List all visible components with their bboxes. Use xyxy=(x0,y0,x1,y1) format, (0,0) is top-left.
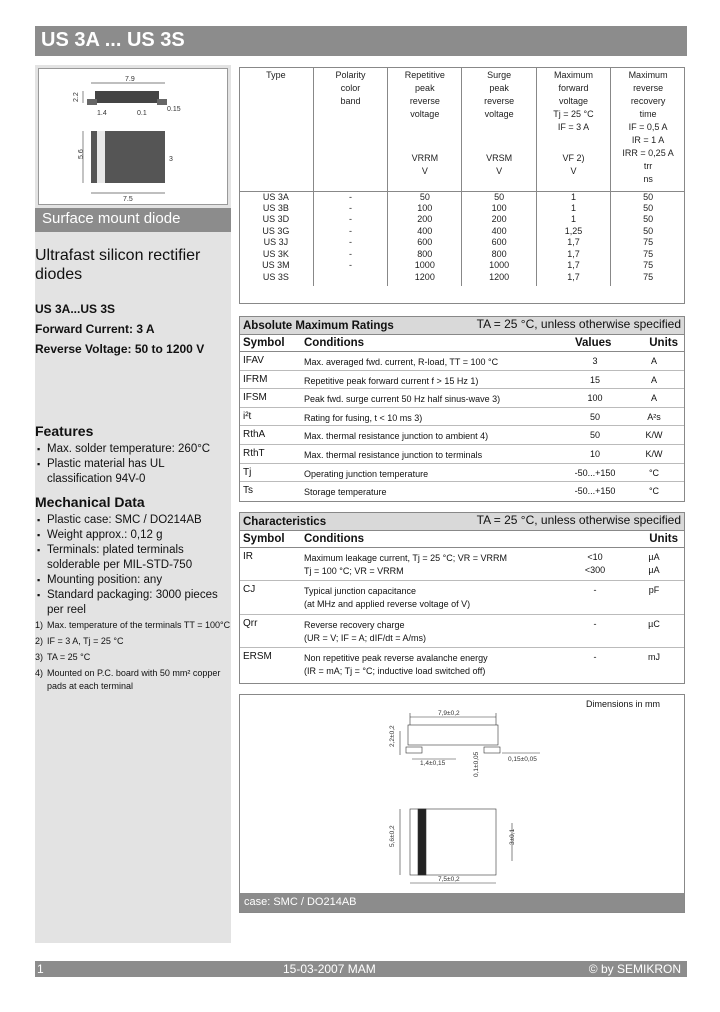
types-header-cell: Maximum forward voltage Tj = 25 °C IF = 3 A VF 2) V xyxy=(536,67,610,191)
page-title: US 3A ... US 3S xyxy=(41,29,185,51)
table-cell: 1200 xyxy=(462,272,536,286)
abs-max-val: -50...+150 xyxy=(574,486,616,497)
abs-max-cond: Max. thermal resistance junction to ambient 4) xyxy=(304,431,489,442)
series-label: US 3A...US 3S xyxy=(35,302,116,316)
table-cell: 1,25 xyxy=(536,226,610,238)
abs-max-cond: Storage temperature xyxy=(304,487,387,498)
svg-text:7.5: 7.5 xyxy=(123,196,133,203)
abs-max-unit: K/W xyxy=(645,430,663,441)
table-cell: 50 xyxy=(611,226,685,238)
char-u1: pF xyxy=(648,585,660,596)
table-cell: - xyxy=(313,203,387,215)
left-column xyxy=(35,65,231,943)
svg-text:7,5±0,2: 7,5±0,2 xyxy=(438,876,460,883)
table-cell: US 3A xyxy=(262,191,289,202)
abs-max-sym: IFSM xyxy=(243,392,267,404)
col-units: Units xyxy=(649,533,678,545)
table-cell: 1 xyxy=(536,214,610,226)
footnote: Max. temperature of the terminals TT = 100°C xyxy=(47,620,231,630)
table-row xyxy=(240,464,684,483)
abs-max-unit: A xyxy=(650,393,657,404)
types-header-cell: Maximum reverse recovery time IF = 0,5 A IR = 1 A IRR = 0,25 A trr ns xyxy=(611,67,685,191)
char-c1: Reverse recovery charge (UR = V; IF = A; dIF/dt = A/ms) xyxy=(304,619,426,643)
table-row xyxy=(239,260,685,272)
svg-text:2.2: 2.2 xyxy=(73,92,80,102)
abs-max-val: 50 xyxy=(589,411,600,422)
surface-mount-label: Surface mount diode xyxy=(35,208,231,232)
abs-max-unit: °C xyxy=(648,467,660,478)
table-cell: 50 xyxy=(611,214,685,226)
table-cell: - xyxy=(313,260,387,272)
table-cell: 200 xyxy=(388,214,462,226)
footnote: TA = 25 °C xyxy=(47,652,91,662)
table-cell: 1 xyxy=(536,191,610,203)
abs-max-val: 3 xyxy=(592,356,598,366)
svg-text:5,6±0,2: 5,6±0,2 xyxy=(389,825,396,847)
abs-max-val: 50 xyxy=(589,430,600,441)
char-c1: Maximum leakage current, Tj = 25 °C; VR = VRRM Tj = 100 °C; VR = VRRM xyxy=(304,553,508,576)
svg-text:0,15±0,05: 0,15±0,05 xyxy=(508,756,537,763)
dimension-drawing-icon xyxy=(240,695,684,893)
char-u1: µC xyxy=(648,618,660,629)
list-item: ▪ Weight approx.: 0,12 g xyxy=(35,528,231,543)
table-row xyxy=(240,648,684,681)
col-conditions: Conditions xyxy=(304,337,365,349)
table-cell: 1,7 xyxy=(536,249,610,261)
table-cell: 600 xyxy=(462,237,536,249)
abs-max-val: -50...+150 xyxy=(574,467,616,478)
svg-text:1,4±0,15: 1,4±0,15 xyxy=(420,760,446,767)
table-row xyxy=(240,426,684,445)
table-row xyxy=(239,214,685,226)
features-list xyxy=(35,442,231,487)
footnote: Mounted on P.C. board with 50 mm² copper pads at each terminal xyxy=(47,668,221,691)
table-row xyxy=(240,408,684,427)
table-row xyxy=(239,203,685,215)
list-item: ▪ Plastic material has UL classification 94V-0 xyxy=(35,457,231,487)
types-header-cell: Type xyxy=(239,67,313,191)
table-row xyxy=(239,226,685,238)
abs-max-cond: Max. thermal resistance junction to terminals xyxy=(304,449,483,460)
abs-max-sym: RthT xyxy=(243,447,265,459)
table-cell: 50 xyxy=(611,191,685,203)
char-v1: - xyxy=(593,618,597,629)
types-header-cell: Repetitive peak reverse voltage VRRM V xyxy=(388,67,462,191)
dimensions-drawing xyxy=(239,694,685,913)
table-cell: 1 xyxy=(536,203,610,215)
types-header-cell: Polarity color band xyxy=(313,67,387,191)
product-title: Ultrafast silicon rectifier diodes xyxy=(35,247,201,283)
characteristics-conditions-note: TA = 25 °C, unless otherwise specified xyxy=(476,513,681,527)
table-cell: - xyxy=(313,214,387,226)
footnotes: 1) Max. temperature of the terminals TT = 100°C 2) IF = 3 A, Tj = 25 °C 3) TA = 25 °C 4) Mounted on P.C. board with 50 mm² copper pads at each terminal xyxy=(35,620,231,691)
svg-text:3: 3 xyxy=(169,156,173,163)
table-row xyxy=(240,371,684,390)
table-row xyxy=(240,581,684,614)
table-cell: 75 xyxy=(611,237,685,249)
mechanical-heading: Mechanical Data xyxy=(35,494,145,510)
table-cell: 50 xyxy=(462,191,536,203)
table-row xyxy=(239,237,685,249)
package-outline-icon xyxy=(39,69,227,204)
svg-text:0.15: 0.15 xyxy=(167,106,181,113)
table-cell: US 3M xyxy=(262,260,290,271)
svg-text:0,1±0,05: 0,1±0,05 xyxy=(473,751,480,777)
table-row xyxy=(240,482,684,501)
package-drawing xyxy=(38,68,228,205)
char-v1: - xyxy=(593,651,597,662)
table-cell: 800 xyxy=(462,249,536,261)
table-cell: 1000 xyxy=(388,260,462,272)
char-v1: <10 xyxy=(587,552,603,562)
char-sym: Qrr xyxy=(243,617,258,629)
types-table xyxy=(239,67,685,286)
list-item: ▪ Terminals: plated terminals solderable per MIL-STD-750 xyxy=(35,543,231,573)
col-values: Values xyxy=(575,337,612,349)
table-cell: 1200 xyxy=(388,272,462,286)
table-cell: 100 xyxy=(462,203,536,215)
table-row xyxy=(240,445,684,464)
characteristics xyxy=(239,512,685,684)
char-c1: Non repetitive peak reverse avalanche energy (IR = mA; Tj = °C; inductive load switched off) xyxy=(304,652,488,676)
table-cell: US 3S xyxy=(262,271,289,282)
table-cell: - xyxy=(313,191,387,203)
list-item: ▪ Max. solder temperature: 260°C xyxy=(35,442,231,457)
col-conditions: Conditions xyxy=(304,533,365,545)
table-cell: 800 xyxy=(388,249,462,261)
table-cell: 75 xyxy=(611,249,685,261)
characteristics-title: Characteristics xyxy=(243,516,327,528)
copyright: © by SEMIKRON xyxy=(588,962,681,976)
abs-max-sym: IFAV xyxy=(243,355,264,366)
list-item: ▪ Mounting position: any xyxy=(35,573,231,588)
svg-text:0.1: 0.1 xyxy=(137,110,147,117)
table-cell: - xyxy=(313,249,387,261)
char-u2: µA xyxy=(648,565,660,575)
footer-date: 15-03-2007 MAM xyxy=(283,962,376,976)
svg-text:1.4: 1.4 xyxy=(97,110,107,117)
svg-text:5.6: 5.6 xyxy=(78,149,85,159)
table-row xyxy=(240,548,684,581)
table-cell xyxy=(313,272,387,286)
char-v1: - xyxy=(593,585,597,596)
char-u1: µA xyxy=(648,552,660,562)
table-cell: US 3B xyxy=(262,202,289,213)
table-cell: 1000 xyxy=(462,260,536,272)
table-cell: - xyxy=(313,226,387,238)
table-row xyxy=(240,615,684,648)
abs-max-unit: A²s xyxy=(647,411,661,422)
table-cell: 100 xyxy=(388,203,462,215)
abs-max-sym: i²t xyxy=(243,410,252,422)
table-cell: 50 xyxy=(611,203,685,215)
col-units: Units xyxy=(649,337,678,349)
table-cell: 50 xyxy=(388,191,462,203)
abs-max-val: 100 xyxy=(587,393,603,404)
dimensions-title: Dimensions in mm xyxy=(585,699,660,709)
char-u1: mJ xyxy=(648,651,660,662)
abs-max-sym: Ts xyxy=(243,485,253,497)
table-row xyxy=(239,249,685,261)
table-cell: - xyxy=(313,237,387,249)
forward-current-label: Forward Current: 3 A xyxy=(35,322,155,336)
abs-max-unit: K/W xyxy=(645,448,663,459)
table-cell: 200 xyxy=(462,214,536,226)
list-item: ▪ Plastic case: SMC / DO214AB xyxy=(35,513,231,528)
char-c1: Typical junction capacitance (at MHz and applied reverse voltage of V) xyxy=(304,586,471,610)
table-cell: 400 xyxy=(388,226,462,238)
abs-max-sym: IFRM xyxy=(243,373,268,385)
abs-max-cond: Repetitive peak forward current f > 15 Hz 1) xyxy=(304,375,479,386)
footer xyxy=(35,961,687,977)
features-heading: Features xyxy=(35,423,94,439)
dim-label: 7.9 xyxy=(125,76,135,83)
table-row xyxy=(239,272,685,286)
col-symbol: Symbol xyxy=(243,337,285,349)
types-header-cell: Surge peak reverse voltage VRSM V xyxy=(462,67,536,191)
case-caption: case: SMC / DO214AB xyxy=(240,893,684,912)
abs-max-cond: Peak fwd. surge current 50 Hz half sinus-wave 3) xyxy=(304,394,501,405)
abs-max-val: 10 xyxy=(589,448,600,459)
table-cell: 1,7 xyxy=(536,260,610,272)
abs-max-conditions-note: TA = 25 °C, unless otherwise specified xyxy=(476,317,681,331)
table-cell: US 3G xyxy=(262,225,290,236)
abs-max-ratings xyxy=(239,316,685,502)
table-cell: 75 xyxy=(611,260,685,272)
table-row xyxy=(239,191,685,203)
mechanical-list xyxy=(35,513,231,618)
abs-max-sym: RthA xyxy=(243,429,266,441)
reverse-voltage-label: Reverse Voltage: 50 to 1200 V xyxy=(35,342,205,356)
table-cell: 400 xyxy=(462,226,536,238)
footnote: IF = 3 A, Tj = 25 °C xyxy=(47,636,124,646)
table-cell: 75 xyxy=(611,272,685,286)
title-bar xyxy=(35,26,687,56)
table-cell: 1,7 xyxy=(536,272,610,286)
svg-text:3±0,1: 3±0,1 xyxy=(509,828,516,845)
list-item: ▪ Standard packaging: 3000 pieces per reel xyxy=(35,588,231,618)
table-row xyxy=(240,352,684,371)
table-cell: 600 xyxy=(388,237,462,249)
page-number: 1 xyxy=(37,962,44,976)
table-row xyxy=(240,389,684,408)
char-v2: <300 xyxy=(584,565,606,575)
char-sym: CJ xyxy=(243,584,256,596)
abs-max-val: 15 xyxy=(589,374,600,385)
abs-max-unit: A xyxy=(650,356,657,366)
abs-max-title: Absolute Maximum Ratings xyxy=(243,320,394,332)
table-cell: 1,7 xyxy=(536,237,610,249)
abs-max-cond: Max. averaged fwd. current, R-load, TT = 100 °C xyxy=(304,357,499,367)
char-sym: IR xyxy=(243,551,253,562)
svg-text:7,9±0,2: 7,9±0,2 xyxy=(438,710,460,717)
table-cell: US 3J xyxy=(263,237,289,248)
abs-max-unit: A xyxy=(650,374,657,385)
abs-max-cond: Operating junction temperature xyxy=(304,468,429,479)
col-symbol: Symbol xyxy=(243,533,285,545)
table-cell: US 3K xyxy=(262,248,289,259)
abs-max-cond: Rating for fusing, t < 10 ms 3) xyxy=(304,412,423,423)
abs-max-sym: Tj xyxy=(243,466,252,478)
table-cell: US 3D xyxy=(262,214,290,225)
svg-text:2,2±0,2: 2,2±0,2 xyxy=(389,725,396,747)
char-sym: ERSM xyxy=(243,650,272,662)
abs-max-unit: °C xyxy=(648,486,660,497)
